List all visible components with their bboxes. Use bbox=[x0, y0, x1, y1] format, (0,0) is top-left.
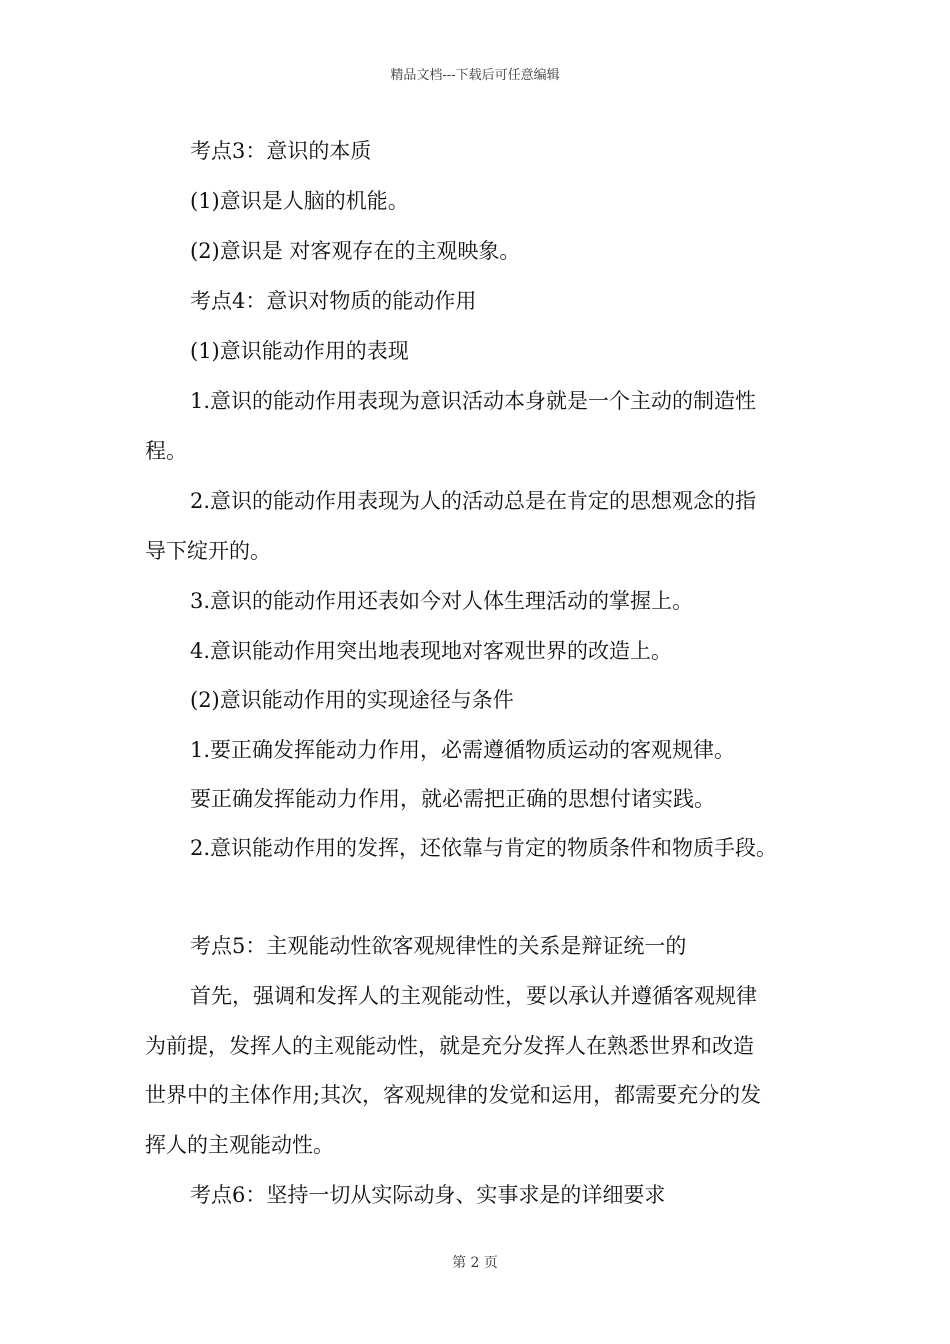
paragraph-line: 导下绽开的。 bbox=[145, 539, 271, 563]
paragraph-line: 1.意识的能动作用表现为意识活动本身就是一个主动的制造性 bbox=[190, 389, 757, 413]
paragraph-line: 2.意识的能动作用表现为人的活动总是在肯定的思想观念的指 bbox=[190, 489, 757, 513]
paragraph-line: (1)意识是人脑的机能。 bbox=[190, 189, 409, 213]
section-heading-5: 考点5：主观能动性欲客观规律性的关系是辩证统一的 bbox=[190, 934, 687, 958]
paragraph-line: 2.意识能动作用的发挥，还依靠与肯定的物质条件和物质手段。 bbox=[190, 836, 778, 860]
section-heading-4: 考点4：意识对物质的能动作用 bbox=[190, 289, 477, 313]
paragraph-line: 3.意识的能动作用还表如今对人体生理活动的掌握上。 bbox=[190, 589, 694, 613]
paragraph-line: 要正确发挥能动力作用，就必需把正确的思想付诸实践。 bbox=[190, 787, 715, 811]
paragraph-line: (2)意识是 对客观存在的主观映象。 bbox=[190, 239, 521, 263]
paragraph-line: 1.要正确发挥能动力作用，必需遵循物质运动的客观规律。 bbox=[190, 738, 736, 762]
paragraph-line: (1)意识能动作用的表现 bbox=[190, 339, 409, 363]
section-heading-3: 考点3：意识的本质 bbox=[190, 139, 372, 163]
paragraph-line: (2)意识能动作用的实现途径与条件 bbox=[190, 688, 514, 712]
page-number: 第 2 页 bbox=[452, 1255, 498, 1271]
paragraph-line: 首先，强调和发挥人的主观能动性，要以承认并遵循客观规律 bbox=[190, 984, 757, 1008]
paragraph-line: 4.意识能动作用突出地表现地对客观世界的改造上。 bbox=[190, 639, 673, 663]
paragraph-line: 挥人的主观能动性。 bbox=[145, 1133, 334, 1157]
page-header: 精品文档---下载后可任意编辑 bbox=[390, 68, 560, 83]
section-heading-6: 考点6：坚持一切从实际动身、实事求是的详细要求 bbox=[190, 1183, 666, 1207]
paragraph-line: 世界中的主体作用;其次，客观规律的发觉和运用，都需要充分的发 bbox=[145, 1083, 762, 1107]
paragraph-line: 程。 bbox=[145, 439, 187, 463]
paragraph-line: 为前提，发挥人的主观能动性，就是充分发挥人在熟悉世界和改造 bbox=[145, 1034, 754, 1058]
